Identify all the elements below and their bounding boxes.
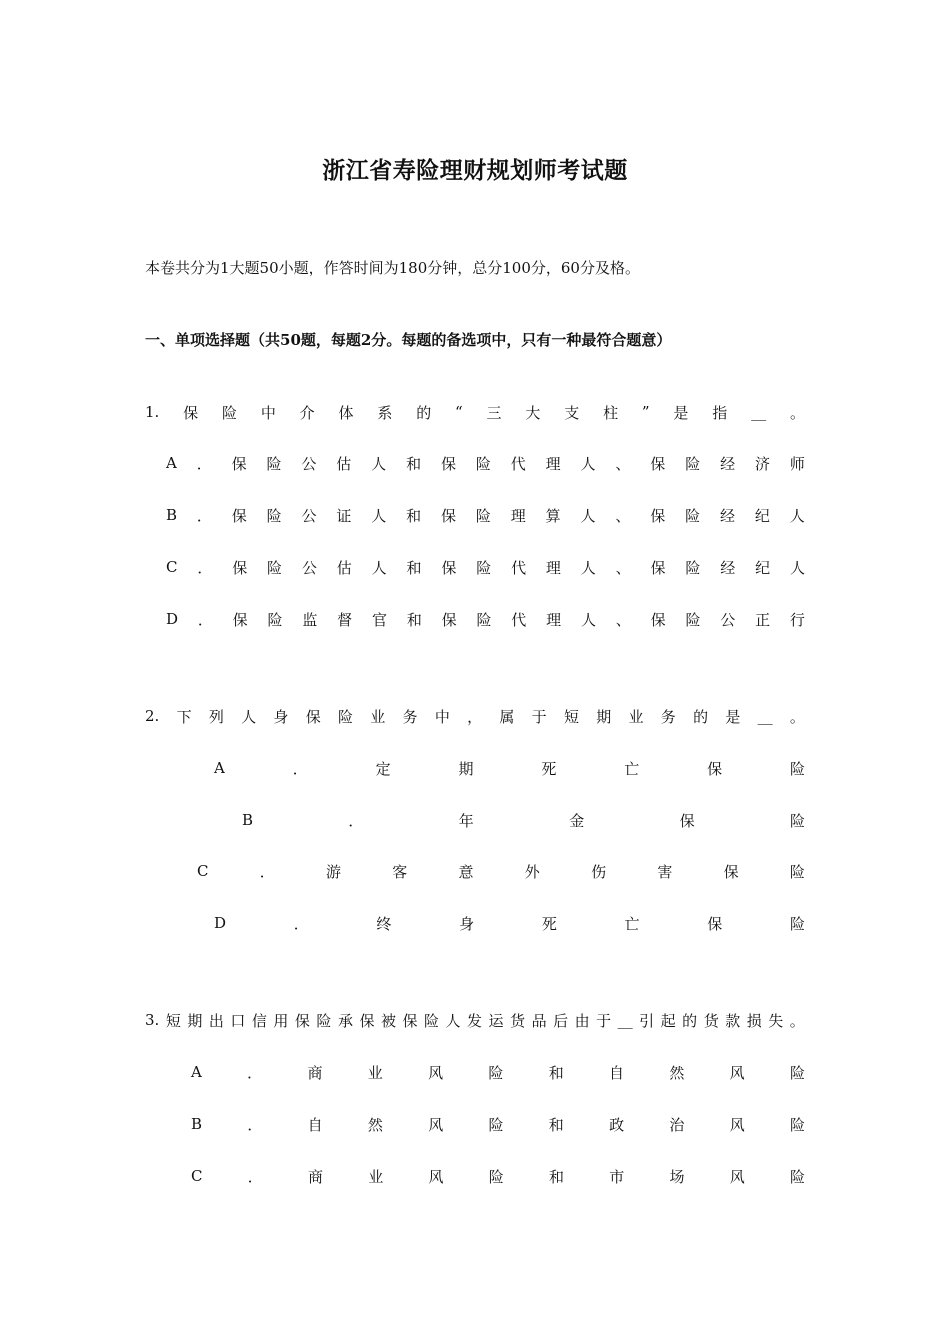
text-glyph: 政 (609, 1115, 625, 1134)
text-glyph: ． (196, 506, 212, 525)
text-glyph: C (166, 558, 178, 576)
text-glyph: 险 (266, 454, 282, 473)
text-glyph: 人 (580, 454, 596, 473)
text-glyph: 保 (231, 506, 247, 525)
text-glyph: ． (247, 1115, 263, 1134)
text-glyph: 正 (755, 610, 771, 629)
text-glyph: 纪 (755, 558, 771, 577)
text-glyph: ， (467, 707, 483, 726)
text-glyph: 官 (371, 610, 387, 629)
text-glyph: 济 (754, 454, 770, 473)
text-glyph: 下 (176, 707, 192, 726)
text-glyph: 死 (541, 759, 557, 778)
text-glyph: 业 (628, 707, 644, 726)
text-glyph: 亡 (624, 914, 640, 933)
text-glyph: 商 (307, 1167, 323, 1186)
text-glyph: 险 (267, 558, 283, 577)
text-glyph: 险 (476, 558, 492, 577)
text-glyph: 保 (305, 707, 321, 726)
text-glyph: 保 (440, 454, 456, 473)
text-glyph: 人 (789, 558, 805, 577)
text-glyph: 用 (273, 1011, 289, 1030)
question-2-option-b (242, 809, 805, 831)
text-glyph: 人 (445, 1011, 461, 1030)
text-glyph: ． (247, 1063, 263, 1082)
text-glyph: 的 (693, 707, 709, 726)
text-glyph: 然 (367, 1115, 383, 1134)
text-glyph: B (242, 811, 254, 829)
text-glyph: “ (455, 403, 463, 421)
text-glyph: 的 (682, 1011, 698, 1030)
text-glyph: 险 (267, 610, 283, 629)
text-glyph: 属 (499, 707, 515, 726)
text-glyph: 估 (336, 454, 352, 473)
text-glyph: 务 (660, 707, 676, 726)
text-glyph: 代 (510, 454, 526, 473)
text-glyph: ． (259, 862, 275, 881)
text-glyph: 和 (548, 1063, 564, 1082)
text-glyph: C (191, 1167, 203, 1185)
text-glyph: ． (247, 1167, 263, 1186)
text-glyph: 保 (232, 558, 248, 577)
text-glyph: 险 (476, 610, 492, 629)
text-glyph: 险 (488, 1115, 504, 1134)
text-glyph: 险 (789, 862, 805, 881)
text-glyph: 代 (511, 610, 527, 629)
text-glyph: D (166, 610, 179, 628)
text-glyph: 柱 (603, 403, 619, 422)
text-glyph: 3. (145, 1011, 160, 1029)
text-glyph: B (166, 506, 178, 524)
text-glyph: 人 (371, 506, 387, 525)
text-glyph: 风 (428, 1115, 444, 1134)
text-glyph: 。 (789, 1011, 805, 1030)
text-glyph: 定 (375, 759, 391, 778)
text-glyph: 1. (145, 403, 160, 421)
exam-intro: 本卷共分为1大题50小题，作答时间为180分钟，总分100分，60分及格。 (145, 259, 640, 277)
text-glyph: 理 (545, 454, 561, 473)
text-glyph: 于 (596, 1011, 612, 1030)
text-glyph: 人 (580, 558, 596, 577)
text-glyph: 险 (685, 454, 701, 473)
text-glyph: ． (197, 610, 213, 629)
text-glyph: 保 (441, 610, 457, 629)
question-3-option-a (191, 1061, 805, 1083)
text-glyph: __ (751, 403, 767, 421)
text-glyph: 保 (723, 862, 739, 881)
section-heading: 一、单项选择题（共50题，每题2分。每题的备选项中，只有一种最符合题意） (145, 331, 672, 349)
text-glyph: 险 (789, 914, 805, 933)
text-glyph: ” (641, 403, 650, 421)
text-glyph: 、 (615, 506, 631, 525)
text-glyph: A (214, 759, 225, 777)
question-2-option-c (197, 860, 805, 882)
text-glyph: 失 (768, 1011, 784, 1030)
text-glyph: 险 (685, 610, 701, 629)
text-glyph: 列 (208, 707, 224, 726)
text-glyph: 短 (563, 707, 579, 726)
text-glyph: ． (196, 454, 212, 473)
text-glyph: 2. (145, 707, 160, 725)
text-glyph: 后 (553, 1011, 569, 1030)
text-glyph: 险 (488, 1063, 504, 1082)
text-glyph: 三 (486, 403, 502, 422)
text-glyph: 运 (488, 1011, 504, 1030)
text-glyph: 损 (746, 1011, 762, 1030)
text-glyph: 游 (326, 862, 342, 881)
text-glyph: 身 (273, 707, 289, 726)
question-1-option-c (166, 556, 805, 578)
text-glyph: 引 (639, 1011, 655, 1030)
text-glyph: 和 (406, 506, 422, 525)
text-glyph: 代 (511, 558, 527, 577)
text-glyph: 理 (545, 558, 561, 577)
text-glyph: B (191, 1115, 203, 1133)
document-title: 浙江省寿险理财规划师考试题 (322, 157, 628, 184)
text-glyph: 估 (336, 558, 352, 577)
text-glyph: 。 (789, 707, 805, 726)
text-glyph: 支 (564, 403, 580, 422)
text-glyph: 风 (729, 1063, 745, 1082)
text-glyph: 意 (458, 862, 474, 881)
text-glyph: 公 (301, 454, 317, 473)
text-glyph: 客 (392, 862, 408, 881)
text-glyph: __ (757, 707, 773, 725)
text-glyph: 市 (609, 1167, 625, 1186)
text-glyph: 场 (669, 1167, 685, 1186)
text-glyph: ． (292, 759, 308, 778)
text-glyph: 、 (615, 454, 631, 473)
text-glyph: 师 (789, 454, 805, 473)
text-glyph: 。 (789, 403, 805, 422)
text-glyph: 保 (359, 1011, 375, 1030)
text-glyph: 险 (221, 403, 237, 422)
text-glyph: 短 (165, 1011, 181, 1030)
text-glyph: 身 (459, 914, 475, 933)
text-glyph: 期 (458, 759, 474, 778)
text-glyph: 险 (685, 558, 701, 577)
text-glyph: 中 (260, 403, 276, 422)
text-glyph: 体 (338, 403, 354, 422)
text-glyph: 起 (660, 1011, 676, 1030)
text-glyph: 险 (789, 1167, 805, 1186)
text-glyph: 保 (707, 759, 723, 778)
text-glyph: 的 (416, 403, 432, 422)
text-glyph: 业 (370, 707, 386, 726)
text-glyph: 保 (441, 558, 457, 577)
text-glyph: 险 (316, 1011, 332, 1030)
text-glyph: 信 (251, 1011, 267, 1030)
text-glyph: 险 (789, 811, 805, 830)
text-glyph: 被 (380, 1011, 396, 1030)
text-glyph: A (166, 454, 177, 472)
text-glyph: 公 (720, 610, 736, 629)
text-glyph: 保 (441, 506, 457, 525)
text-glyph: 承 (337, 1011, 353, 1030)
text-glyph: 由 (574, 1011, 590, 1030)
text-glyph: 和 (406, 610, 422, 629)
text-glyph: 险 (475, 506, 491, 525)
question-1-option-b (166, 504, 805, 526)
text-glyph: 治 (669, 1115, 685, 1134)
text-glyph: 害 (657, 862, 673, 881)
text-glyph: 理 (510, 506, 526, 525)
text-glyph: 保 (650, 506, 666, 525)
text-glyph: 业 (368, 1167, 384, 1186)
text-glyph: 保 (650, 454, 666, 473)
text-glyph: A (191, 1063, 202, 1081)
text-glyph: 和 (406, 454, 422, 473)
text-glyph: 风 (729, 1167, 745, 1186)
question-2-option-a (214, 757, 805, 779)
text-glyph: 品 (531, 1011, 547, 1030)
text-glyph: 中 (434, 707, 450, 726)
text-glyph: 风 (428, 1167, 444, 1186)
text-glyph: 货 (703, 1011, 719, 1030)
text-glyph: 险 (789, 1063, 805, 1082)
question-1-stem (145, 401, 805, 423)
text-glyph: 行 (789, 610, 805, 629)
text-glyph: 期 (187, 1011, 203, 1030)
text-glyph: 业 (367, 1063, 383, 1082)
text-glyph: 介 (299, 403, 315, 422)
text-glyph: 指 (712, 403, 728, 422)
text-glyph: 监 (302, 610, 318, 629)
text-glyph: 保 (232, 610, 248, 629)
text-glyph: 款 (725, 1011, 741, 1030)
text-glyph: 商 (307, 1063, 323, 1082)
question-1-option-d (166, 608, 805, 630)
text-glyph: 保 (707, 914, 723, 933)
text-glyph: 口 (230, 1011, 246, 1030)
text-glyph: 公 (301, 506, 317, 525)
text-glyph: 人 (789, 506, 805, 525)
text-glyph: 险 (266, 506, 282, 525)
text-glyph: 人 (371, 454, 387, 473)
text-glyph: 人 (580, 610, 596, 629)
text-glyph: 保 (650, 610, 666, 629)
text-glyph: 于 (531, 707, 547, 726)
text-glyph: 是 (673, 403, 689, 422)
text-glyph: 然 (669, 1063, 685, 1082)
text-glyph: C (197, 862, 209, 880)
text-glyph: __ (617, 1011, 633, 1029)
question-2-stem (145, 705, 805, 727)
text-glyph: 年 (458, 811, 474, 830)
text-glyph: 公 (301, 558, 317, 577)
text-glyph: 大 (525, 403, 541, 422)
text-glyph: 死 (541, 914, 557, 933)
text-glyph: 人 (241, 707, 257, 726)
text-glyph: 出 (208, 1011, 224, 1030)
text-glyph: 经 (720, 454, 736, 473)
text-glyph: 亡 (624, 759, 640, 778)
text-glyph: ． (348, 811, 364, 830)
text-glyph: 、 (615, 610, 631, 629)
text-glyph: 经 (720, 558, 736, 577)
text-glyph: 经 (720, 506, 736, 525)
text-glyph: 和 (548, 1167, 564, 1186)
question-2-option-d (214, 912, 805, 934)
text-glyph: 是 (725, 707, 741, 726)
question-3-option-b (191, 1113, 805, 1135)
text-glyph: 险 (789, 759, 805, 778)
text-glyph: 险 (685, 506, 701, 525)
text-glyph: 、 (615, 558, 631, 577)
text-glyph: 理 (546, 610, 562, 629)
text-glyph: 外 (524, 862, 540, 881)
text-glyph: 自 (609, 1063, 625, 1082)
text-glyph: 险 (488, 1167, 504, 1186)
text-glyph: 风 (729, 1115, 745, 1134)
text-glyph: 保 (231, 454, 247, 473)
text-glyph: 发 (467, 1011, 483, 1030)
text-glyph: 算 (545, 506, 561, 525)
text-glyph: 人 (580, 506, 596, 525)
text-glyph: 系 (377, 403, 393, 422)
text-glyph: 风 (428, 1063, 444, 1082)
text-glyph: 务 (402, 707, 418, 726)
text-glyph: 自 (307, 1115, 323, 1134)
text-glyph: 期 (596, 707, 612, 726)
text-glyph: 险 (424, 1011, 440, 1030)
question-1-option-a (166, 452, 805, 474)
text-glyph: 和 (548, 1115, 564, 1134)
text-glyph: 保 (402, 1011, 418, 1030)
question-3-option-c (191, 1165, 805, 1187)
text-glyph: ． (197, 558, 213, 577)
text-glyph: ． (293, 914, 309, 933)
text-glyph: 保 (679, 811, 695, 830)
text-glyph: 保 (650, 558, 666, 577)
text-glyph: 险 (475, 454, 491, 473)
text-glyph: 伤 (591, 862, 607, 881)
text-glyph: 保 (183, 403, 199, 422)
text-glyph: 纪 (754, 506, 770, 525)
text-glyph: 人 (371, 558, 387, 577)
text-glyph: 金 (569, 811, 585, 830)
question-3-stem (145, 1009, 805, 1031)
text-glyph: 和 (406, 558, 422, 577)
text-glyph: 货 (510, 1011, 526, 1030)
text-glyph: 督 (337, 610, 353, 629)
text-glyph: 证 (336, 506, 352, 525)
text-glyph: 险 (789, 1115, 805, 1134)
text-glyph: D (214, 914, 227, 932)
text-glyph: 保 (294, 1011, 310, 1030)
text-glyph: 终 (376, 914, 392, 933)
text-glyph: 险 (337, 707, 353, 726)
